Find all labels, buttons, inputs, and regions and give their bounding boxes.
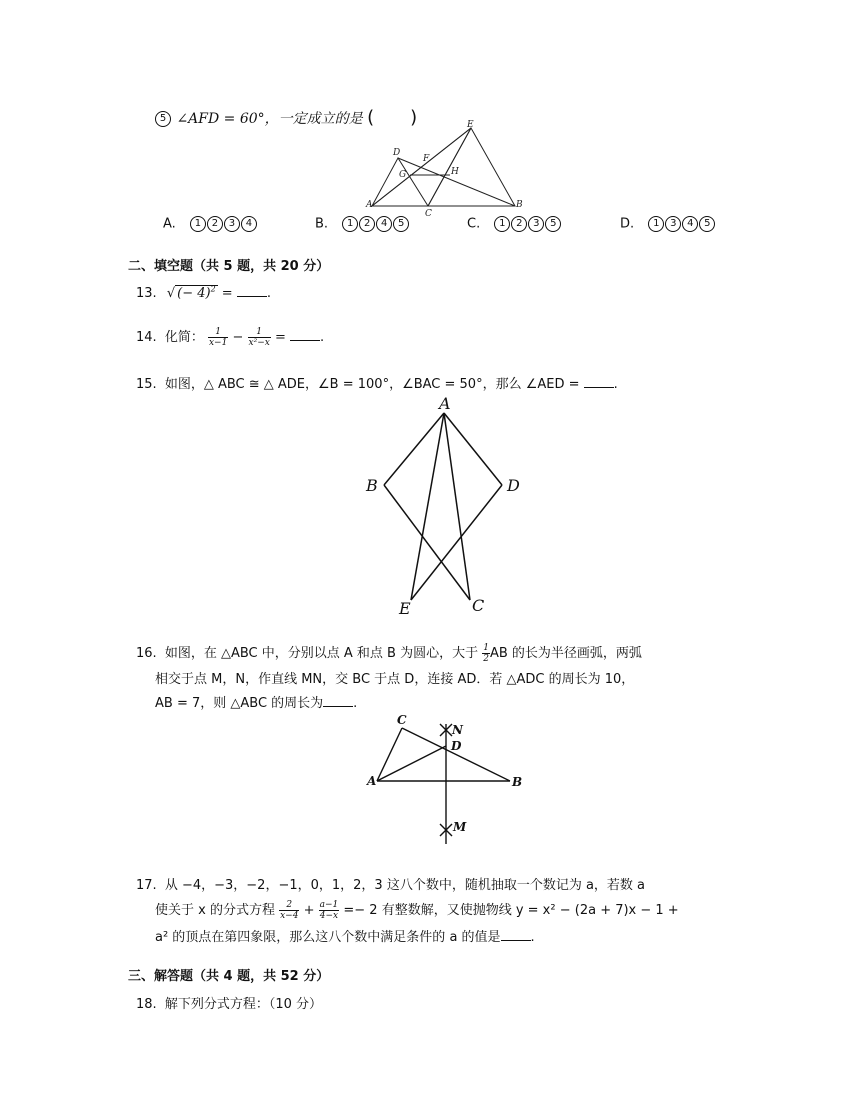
q12-option-a[interactable]	[163, 216, 258, 232]
option-letter: D.	[620, 216, 635, 232]
fig-label: G	[399, 170, 407, 180]
q14-fraction-1: $\frac{1}{x-1}$	[208, 327, 228, 348]
fig-label: H	[451, 167, 459, 177]
q16-line3	[155, 692, 357, 711]
q17-plus: +	[299, 903, 319, 918]
question-number: 16.	[136, 646, 157, 661]
circled-number: 3	[224, 216, 240, 232]
q14-label: 化简：	[164, 330, 204, 345]
answer-blank[interactable]	[323, 694, 353, 707]
circled-number: 4	[376, 216, 392, 232]
q18-text: 解下列分式方程：（10 分）	[164, 997, 323, 1012]
fig-label: B	[512, 775, 523, 789]
circled-number: 2	[359, 216, 375, 232]
fig-label: C	[472, 596, 485, 615]
q12-option-d[interactable]	[620, 216, 716, 232]
question-number: 17.	[136, 878, 157, 893]
q17-fraction-2: $\frac{a-1}{4-x}$	[319, 900, 339, 921]
q17-text-d: a² 的顶点在第四象限，那么这八个数中满足条件的 a 的值是	[155, 930, 501, 945]
fig-label: D	[393, 148, 401, 158]
circled-number: 3	[665, 216, 681, 232]
q17-line2	[155, 899, 679, 921]
question-number: 14.	[136, 330, 157, 345]
q13-radicand: (− 4)	[177, 286, 211, 301]
q16-text-c: AB = 7，则 △ABC 的周长为	[155, 696, 324, 711]
fig-label: B	[516, 200, 523, 210]
q17-line3	[155, 926, 535, 945]
section-title-solve: 三、解答题（共 4 题，共 52 分）	[128, 969, 330, 984]
q13-end: .	[266, 286, 271, 301]
answer-blank[interactable]	[584, 375, 614, 388]
circled-number: 1	[494, 216, 510, 232]
fig-label: E	[399, 599, 411, 618]
q14-end: .	[320, 330, 325, 345]
fig-label: C	[425, 209, 432, 218]
answer-blank[interactable]	[290, 328, 320, 341]
q16-figure	[360, 712, 530, 852]
q17-text-a: 从 −4，−3，−2，−1，0，1，2，3 这八个数中，随机抽取一个数记为 a，若数 a	[164, 878, 646, 893]
fig-label: D	[451, 739, 462, 753]
question-number: 15.	[136, 377, 157, 392]
q16-text-a: 如图，在 △ABC 中，分别以点 A 和点 B 为圆心，大于	[164, 646, 483, 661]
q13	[136, 284, 271, 301]
q14-minus: −	[232, 330, 244, 345]
q18	[136, 993, 322, 1012]
fig-label: E	[467, 120, 474, 130]
q16-text-b: AB 的长为半径画弧，两弧	[489, 646, 642, 661]
section-title-fill-blank: 二、填空题（共 5 题，共 20 分）	[128, 259, 330, 274]
circled-number: 1	[190, 216, 206, 232]
q12-figure	[360, 118, 530, 218]
circled-number: 3	[528, 216, 544, 232]
q17-text-b: 使关于 x 的分式方程	[155, 903, 280, 918]
q13-exponent: 2	[210, 284, 216, 294]
q15-end: .	[613, 377, 618, 392]
q13-expression: √ (− 4)$^2$ =	[166, 284, 237, 301]
circled-number: 2	[511, 216, 527, 232]
circled-number: 1	[342, 216, 358, 232]
q17-text-c: =− 2 有整数解，又使抛物线 y = x² − (2a + 7)x − 1 +	[339, 903, 679, 918]
option-letter: C.	[467, 216, 481, 232]
q16-line1	[136, 642, 642, 664]
q12-option-b[interactable]	[315, 216, 410, 232]
q14-fraction-2: $\frac{1}{\text{x²−x}}$	[248, 327, 270, 348]
fig-label: D	[507, 476, 520, 495]
answer-blank[interactable]	[237, 284, 267, 297]
circled-number: 4	[241, 216, 257, 232]
q12-option-c[interactable]	[467, 216, 562, 232]
fig-label: B	[366, 476, 378, 495]
q16-end: .	[353, 696, 358, 711]
circled-number: 5	[393, 216, 409, 232]
q12-answer-paren: ( )	[367, 107, 418, 128]
circled-number: 5	[545, 216, 561, 232]
q16-line2: 相交于点 M，N，作直线 MN，交 BC 于点 D，连接 AD．若 △ADC 的周长为 10，	[155, 672, 635, 687]
fig-label: F	[423, 154, 430, 164]
circled-number: 2	[207, 216, 223, 232]
circled-number: 4	[682, 216, 698, 232]
fig-label: N	[452, 723, 463, 737]
q15-text: 如图，△ ABC ≅ △ ADE，∠B = 100°，∠BAC = 50°，那么 ∠AED =	[164, 377, 584, 392]
q12-text: ∠AFD = 60°，一定成立的是	[176, 111, 363, 127]
question-number: 18.	[136, 997, 157, 1012]
answer-blank[interactable]	[501, 928, 531, 941]
fig-label: A	[439, 394, 451, 413]
question-number: 13.	[136, 286, 157, 301]
option-letter: B.	[315, 216, 329, 232]
fig-label: A	[366, 200, 373, 210]
q16-half: $\frac{1}{2}$	[483, 643, 489, 664]
q14	[136, 326, 324, 348]
q15-figure	[360, 393, 530, 618]
q13-equals: =	[217, 286, 237, 301]
q14-equals: =	[274, 330, 290, 345]
q17-fraction-1: $\frac{2}{x-4}$	[280, 900, 299, 921]
q15	[136, 373, 618, 392]
fig-label: C	[397, 713, 407, 727]
circled-number: 1	[648, 216, 664, 232]
circled-number: 5	[699, 216, 715, 232]
fig-label: A	[367, 774, 377, 788]
q17-line1	[136, 874, 645, 893]
q17-end: .	[530, 930, 535, 945]
fig-label: M	[453, 820, 467, 834]
circled-number: 5	[155, 111, 171, 127]
option-letter: A.	[163, 216, 176, 232]
